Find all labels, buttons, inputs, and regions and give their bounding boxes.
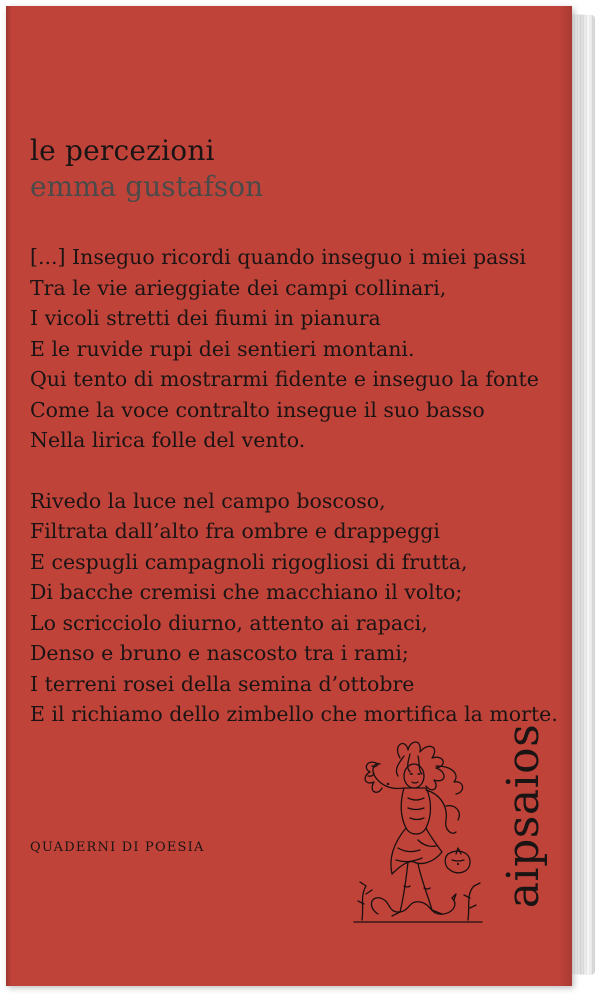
poem-line: Nella lirica folle del vento. <box>30 428 306 452</box>
poem-line: Rivedo la luce nel campo boscoso, <box>30 488 386 513</box>
publisher-logo <box>498 723 549 909</box>
poem-stanza <box>30 486 558 730</box>
publisher-name: aipsaios <box>498 723 549 909</box>
poem-line: Come la voce contralto insegue il suo basso <box>30 397 485 422</box>
poem-line: Lo scricciolo diurno, attento ai rapaci, <box>30 610 428 635</box>
poem-stanza <box>30 242 550 456</box>
poem-line: I terreni rosei della semina d’ottobre <box>30 671 415 696</box>
poem-line: Qui tento di mostrarmi fidente e inseguo la fonte <box>30 367 539 391</box>
book-cover <box>6 6 572 986</box>
poem-line: Tra le vie arieggiate dei campi collinari, <box>30 275 447 300</box>
poem-line: E cespugli campagnoli rigogliosi di frutta, <box>30 549 468 574</box>
poem-line: I vicoli stretti dei fiumi in pianura <box>30 306 381 330</box>
poem-line: [...] Inseguo ricordi quando inseguo i miei passi <box>30 245 526 269</box>
woodcut-figure-illustration <box>348 736 488 926</box>
poem-line: E le ruvide rupi dei sentieri montani. <box>30 336 415 361</box>
poem-line: E il richiamo dello zimbello che mortifica la morte. <box>30 702 558 726</box>
series-name: QUADERNI DI POESIA <box>30 840 205 855</box>
poem-line: Di bacche cremisi che macchiano il volto; <box>30 580 463 604</box>
book-author: emma gustafson <box>30 170 264 203</box>
poem-line: Denso e bruno e nascosto tra i rami; <box>30 641 409 665</box>
poem-excerpt <box>30 242 558 760</box>
poem-line: Filtrata dall’alto fra ombre e drappeggi <box>30 519 440 543</box>
book-title: le percezioni <box>30 134 215 167</box>
